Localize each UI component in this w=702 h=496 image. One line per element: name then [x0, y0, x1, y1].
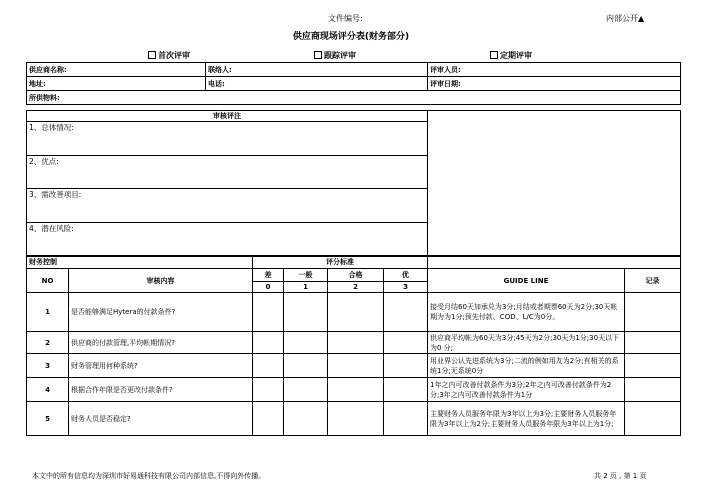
review-comments-table — [26, 110, 681, 257]
score-label-pass: 合格 — [328, 269, 384, 282]
table-row — [27, 332, 681, 354]
score-cell[interactable] — [328, 378, 384, 402]
table-row — [27, 378, 681, 402]
col-no: NO — [27, 269, 69, 293]
score-cell[interactable] — [253, 332, 284, 354]
contact-field[interactable]: 联络人: — [206, 63, 428, 77]
finance-header-blank — [428, 256, 681, 269]
materials-field[interactable]: 所供物料: — [27, 91, 681, 105]
page-indicator: 共 2 页 , 第 1 页 — [594, 472, 647, 480]
score-cell[interactable] — [253, 378, 284, 402]
score-label-excellent: 优 — [384, 269, 428, 282]
record-cell[interactable] — [625, 354, 681, 378]
row-number: 4 — [27, 378, 69, 402]
score-cell[interactable] — [384, 402, 428, 436]
col-record: 记录 — [625, 269, 681, 293]
col-content: 审核内容 — [69, 269, 253, 293]
table-row — [27, 354, 681, 378]
row-guide: 用业界公认先进系统为3分;二流的例如用友为2分;有相关的系统1分;无系统0分 — [428, 354, 625, 378]
comments-blank-area — [428, 111, 681, 257]
score-label-fair: 一般 — [284, 269, 328, 282]
row-content: 是否能够满足Hytera的付款条件? — [69, 293, 253, 332]
review-option-followup[interactable]: 跟踪评审 — [314, 50, 356, 61]
score-cell[interactable] — [253, 293, 284, 332]
review-option-periodic[interactable]: 定期评审 — [490, 50, 532, 61]
score-cell[interactable] — [284, 354, 328, 378]
col-guide-line: GUIDE LINE — [428, 269, 625, 293]
row-content: 供应商的付款管理,平均帐期情况? — [69, 332, 253, 354]
comment-improvements[interactable]: 3、需改善项目: — [27, 189, 428, 223]
row-number: 5 — [27, 402, 69, 436]
table-row — [27, 293, 681, 332]
row-guide: 主要财务人员服务年限为3年以上为3分;主要财务人员服务年限为3年以上为2分;主要财务人员服务年限为3年以上为1分; — [428, 402, 625, 436]
supplier-name-field[interactable]: 供应商名称: — [27, 63, 206, 77]
comment-risks[interactable]: 4、潜在风险: — [27, 223, 428, 257]
classification-label: 内部公开▲ — [606, 14, 645, 23]
finance-control-table — [26, 255, 681, 436]
row-guide: 供应商平均帐为60天为3分;45天为2分;30天为1分;30天以下为0 分; — [428, 332, 625, 354]
table-row — [27, 402, 681, 436]
record-cell[interactable] — [625, 293, 681, 332]
row-content: 根据合作年限是否更改付款条件? — [69, 378, 253, 402]
score-cell[interactable] — [384, 378, 428, 402]
criteria-heading: 评分标准 — [253, 256, 428, 269]
row-content: 财务人员是否稳定? — [69, 402, 253, 436]
row-number: 1 — [27, 293, 69, 332]
row-number: 2 — [27, 332, 69, 354]
checkbox-icon[interactable] — [148, 51, 156, 59]
score-cell[interactable] — [384, 354, 428, 378]
record-cell[interactable] — [625, 378, 681, 402]
record-cell[interactable] — [625, 332, 681, 354]
score-value-pass: 2 — [328, 282, 384, 293]
score-cell[interactable] — [384, 293, 428, 332]
score-value-excellent: 3 — [384, 282, 428, 293]
score-label-poor: 差 — [253, 269, 284, 282]
supplier-info-table — [26, 62, 681, 105]
score-cell[interactable] — [328, 402, 384, 436]
review-option-initial[interactable]: 首次评审 — [148, 50, 190, 61]
reviewer-field[interactable]: 评审人员: — [428, 63, 681, 77]
score-value-fair: 1 — [284, 282, 328, 293]
score-cell[interactable] — [284, 293, 328, 332]
score-cell[interactable] — [284, 332, 328, 354]
comment-overall[interactable]: 1、总体情况: — [27, 122, 428, 156]
finance-section-label: 财务控制 — [27, 256, 253, 269]
checkbox-icon[interactable] — [314, 51, 322, 59]
score-cell[interactable] — [253, 354, 284, 378]
score-value-poor: 0 — [253, 282, 284, 293]
score-cell[interactable] — [328, 293, 384, 332]
record-cell[interactable] — [625, 402, 681, 436]
page-title: 供应商现场评分表(财务部分) — [292, 32, 410, 42]
confidentiality-notice: 本文中的所有信息均为深圳市好易通科技有限公司内部信息,不得向外传播。 — [32, 472, 266, 480]
score-cell[interactable] — [253, 402, 284, 436]
row-guide: 接受月结60天加承兑为3分;月结或者期票60天为2分;30天帐期为为1分;预先付款、COD、L/C为0分。 — [428, 293, 625, 332]
row-guide: 1年之内可改善付款条件为3分;2年之内可改善付款条件为2分;3年之内可改善付款条件为1分 — [428, 378, 625, 402]
row-content: 财务管理用何种系统? — [69, 354, 253, 378]
score-cell[interactable] — [384, 332, 428, 354]
checkbox-icon[interactable] — [490, 51, 498, 59]
phone-field[interactable]: 电话: — [206, 77, 428, 91]
comments-heading: 审核评注 — [27, 111, 428, 122]
comment-strengths[interactable]: 2、优点: — [27, 156, 428, 189]
score-cell[interactable] — [328, 354, 384, 378]
file-number-label: 文件编号: — [328, 14, 363, 23]
row-number: 3 — [27, 354, 69, 378]
review-date-field[interactable]: 评审日期: — [428, 77, 681, 91]
score-cell[interactable] — [328, 332, 384, 354]
address-field[interactable]: 地址: — [27, 77, 206, 91]
score-cell[interactable] — [284, 402, 328, 436]
score-cell[interactable] — [284, 378, 328, 402]
